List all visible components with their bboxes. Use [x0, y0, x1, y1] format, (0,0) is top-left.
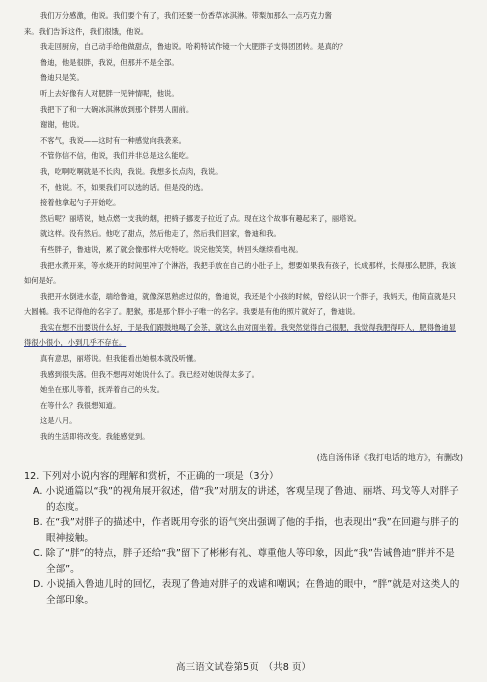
story-paragraph: 在等什么？我很想知道。: [40, 400, 121, 410]
story-paragraph: 来。我们告诉这件，我们很饿，他说。: [24, 26, 149, 36]
story-paragraph: 我，吃啊吃啊就是不长肉，我说。我想多长点肉，我说。: [40, 166, 223, 176]
page-footer: 高三语文试卷第5页 （共8 页）: [175, 662, 312, 673]
story-paragraph: 我把下了和一大碗冰淇淋放到那个胖男人面前。: [40, 104, 194, 114]
option-b: B. 在“我”对胖子的描述中，作者既用夸张的语气突出强调了他的手指，也表现出“我”在回避与胖子的眼神接触。: [33, 517, 459, 544]
option-a: A. 小说通篇以“我”的视角展开叙述，借“我”对朋友的讲述，客观呈现了鲁迪、丽塔、玛戈等人对胖子的态度。: [33, 486, 459, 513]
story-paragraph: 我们万分感激，他说。我们要个有了，我们还要一份香草冰淇淋。带梨加那么一点巧克力酱: [40, 11, 332, 20]
story-paragraph: 不管你信不信，他说，我们并非总是这么能吃。: [40, 151, 194, 161]
story-source: (选自汤伟译《我打电话的地方》，有删改): [316, 452, 463, 462]
story-paragraph: 我走回厨房，自己动手给他做甜点，鲁迪说。哈莉特试作镜一个大肥胖子支得团团转。是真的？: [40, 42, 347, 52]
story-paragraph: 听上去好像有人对肥胖一见钟情呢，他说。: [40, 88, 179, 98]
story-paragraph: 我把开水倒进水壶，端给鲁迪，就像深思熟虑过似的，鲁迪说，我还是个小孩的时候，曾经认识一个胖子，我妈天，他简直就是只大圆桶。我不记得他的名字了。肥猴，那是那个胖小子唯一的名字。我要是有他的照片就好了，鲁迪说。: [24, 291, 456, 317]
story-paragraph: 她坐在那儿等着，抚弄着自己的头发。: [40, 385, 165, 395]
story-paragraph: 我把水煮开来，等水烧开的时间里冲了个淋浴，我把手放在自己的小肚子上，想要如果我有孩子，长成那样，长得那么肥胖，我该如何是好。: [24, 260, 456, 286]
story-paragraph: 然后呢？丽塔说，她点燃一支我的烟，把椅子挪麦子拉近了点。现在这个故事有趣起来了，丽塔说。: [40, 213, 362, 223]
story-paragraph: 就这样。没有然后。他吃了甜点，然后他走了，然后我们回家，鲁迪和我。: [40, 229, 281, 239]
story-paragraph: 这是八月。: [40, 416, 77, 426]
question-stem: 12. 下列对小说内容的理解和赏析，不正确的一项是（3分）: [24, 470, 279, 482]
story-paragraph: 不，他说。不，如果我们可以选的话。但是没的选。: [40, 182, 208, 192]
story-paragraph: 鲁迪，他是很胖，我说，但那并不是全部。: [40, 57, 179, 67]
story-paragraph: 有些胖子，鲁迪说，累了就会像那样大吃特吃。说完他笑笑，转回头继续看电视。: [40, 244, 303, 254]
story-text: [24, 8, 463, 445]
story-paragraph: 我实在想不出要说什么好，于是我们跟鼓地喝了会茶，就这么由对面坐着。我突然觉得自己很肥，我觉得我肥得吓人，肥得鲁迪显得很小很小，小到几乎不存在。: [24, 322, 456, 348]
option-d: D. 小说插入鲁迪儿时的回忆，表现了鲁迪对胖子的戏谑和嘲讽；在鲁迪的眼中，“胖”就是对这类人的全部印象。: [33, 579, 460, 606]
option-c: C. 除了“胖”的特点，胖子还给“我”留下了彬彬有礼、尊重他人等印象，因此“我”告诫鲁迪“胖并不是全部”。: [33, 548, 455, 575]
story-paragraph: 我的生活即将改变。我能感觉到。: [40, 432, 150, 442]
story-paragraph: 鲁迪只是笑。: [40, 73, 84, 83]
story-paragraph: 我感到很失落。但我不想再对她说什么了。我已经对她说得太多了。: [40, 369, 259, 379]
question-12: [24, 469, 463, 609]
story-paragraph: 不客气，我说——这时有一种感觉向我袭来。: [40, 135, 186, 145]
story-paragraph: 真有意思，丽塔说。但我能看出她根本就没听懂。: [40, 354, 201, 364]
story-paragraph: 谢谢，他说。: [40, 120, 84, 130]
story-paragraph: 接着他拿起勺子开始吃。: [40, 198, 121, 208]
